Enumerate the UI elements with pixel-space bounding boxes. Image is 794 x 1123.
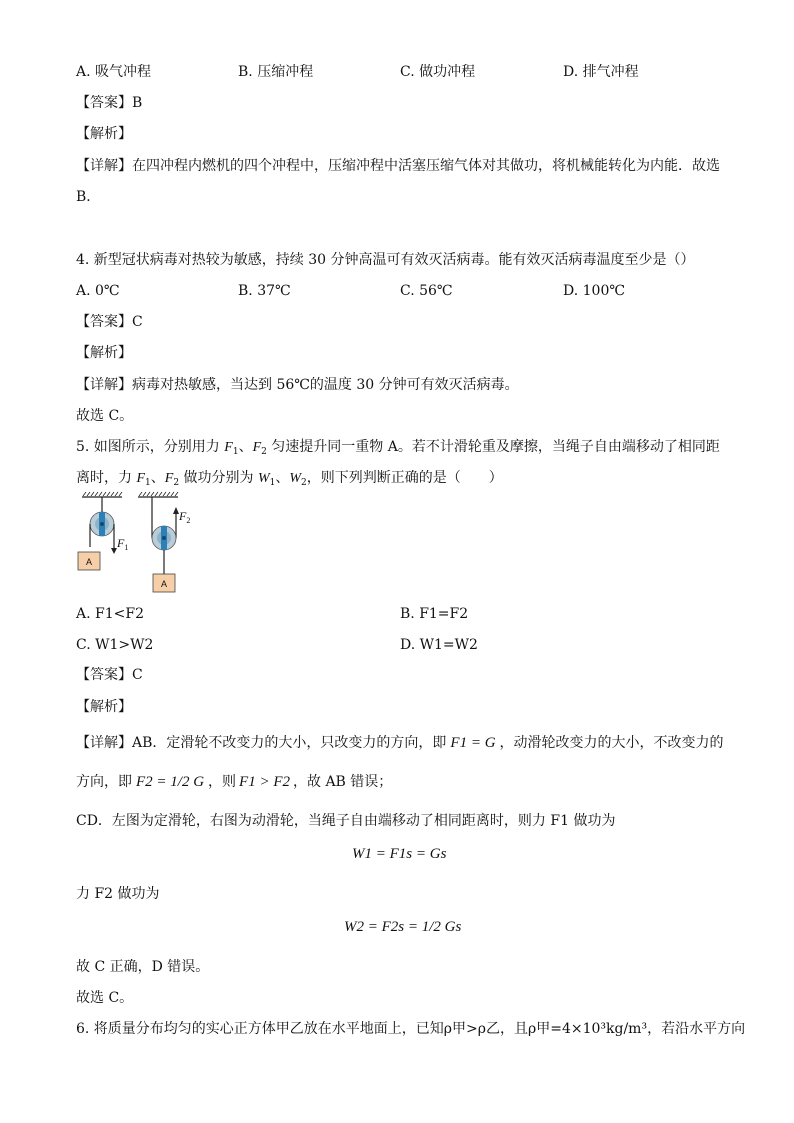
pulley-figure: [70, 490, 210, 598]
q5-answer: 【答案】C: [76, 667, 143, 683]
q5-option-a: A. F1<F2: [76, 606, 144, 622]
weight-a-right: [153, 574, 175, 592]
q5-stem-line1: 5. 如图所示，分别用力 $F_1$、$F_2$ 匀速提升同一重物 A。若不计滑轮重及摩擦，当绳子自由端移动了相同距: [76, 439, 720, 457]
q5-option-c: C. W1>W2: [76, 637, 154, 653]
q3-answer: 【答案】B: [76, 95, 143, 111]
fixed-pulley: [90, 512, 114, 536]
q4-option-b: B. 37℃: [238, 283, 291, 299]
q5-detail-line5: 故 C 正确，D 错误。: [76, 959, 210, 975]
movable-pulley-ceiling: [138, 492, 178, 497]
q3-analysis: 【解析】: [76, 126, 132, 142]
q5-detail-line1: 【详解】AB．定滑轮不改变力的大小，只改变力的方向，即 F1 = G ，动滑轮改变力的大小，不改变力的: [76, 735, 724, 751]
q5-detail-line3: CD．左图为定滑轮，右图为动滑轮，当绳子自由端移动了相同距离时，则力 F1 做功为: [76, 813, 616, 829]
q5-conclusion: 故选 C。: [76, 990, 134, 1006]
q4-detail: 【详解】病毒对热敏感，当达到 56℃的温度 30 分钟可有效灭活病毒。: [76, 377, 519, 393]
q4-stem: 4. 新型冠状病毒对热较为敏感，持续 30 分钟高温可有效灭活病毒。能有效灭活病毒温度至少是（）: [76, 252, 695, 268]
q5-detail-line2: 方向，即 F2 = 1/2 G ，则 F1 > F2 ，故 AB 错误；: [76, 774, 393, 790]
fixed-pulley-ceiling: [82, 492, 122, 497]
q3-option-c: C. 做功冲程: [400, 64, 476, 80]
q5-option-d: D. W1=W2: [400, 637, 478, 653]
movable-pulley: [152, 526, 176, 550]
q4-answer: 【答案】C: [76, 314, 143, 330]
q3-option-d: D. 排气冲程: [563, 64, 639, 80]
q4-option-a: A. 0℃: [76, 283, 120, 299]
q5-stem-line2: 离时，力 $F_1$、$F_2$ 做功分别为 $W_1$、$W_2$，则下列判断正确的是（ ）: [76, 470, 503, 488]
force-f2-label: $F_2$: [179, 509, 191, 525]
q3-detail-line2: B．: [76, 189, 101, 205]
q5-detail-line4: 力 F2 做功为: [76, 886, 160, 902]
q4-conclusion: 故选 C。: [76, 408, 134, 424]
force-f1-label: $F_1$: [117, 536, 129, 552]
q6-stem: 6. 将质量分布均匀的实心正方体甲乙放在水平地面上，已知ρ甲>ρ乙，且ρ甲=4×10³kg/m³，若沿水平方向: [76, 1021, 746, 1037]
q3-detail-line1: 【详解】在四冲程内燃机的四个冲程中，压缩冲程中活塞压缩气体对其做功，将机械能转化为内能．故选: [76, 158, 720, 174]
svg-text:A: A: [85, 557, 93, 567]
q3-option-b: B. 压缩冲程: [238, 64, 314, 80]
weight-a-left: [78, 552, 100, 570]
q5-equation-w1: W1 = F1s = Gs: [352, 846, 447, 862]
q5-analysis: 【解析】: [76, 699, 132, 715]
q4-analysis: 【解析】: [76, 345, 132, 361]
q5-equation-w2: W2 = F2s = 1/2 Gs: [344, 919, 462, 935]
q4-option-d: D. 100℃: [563, 283, 626, 299]
q4-option-c: C. 56℃: [400, 283, 453, 299]
q3-option-a: A. 吸气冲程: [76, 64, 152, 80]
svg-text:A: A: [160, 579, 168, 589]
q5-option-b: B. F1=F2: [400, 606, 469, 622]
